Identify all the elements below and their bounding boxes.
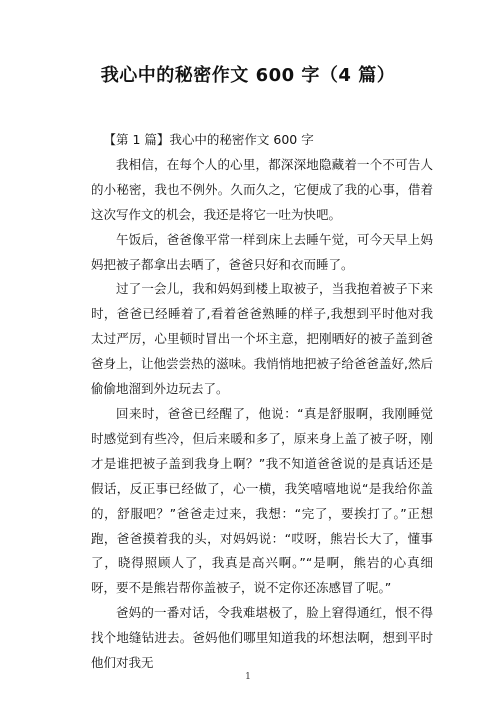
body-paragraph: 回来时，爸爸已经醒了，他说：“真是舒服啊，我刚睡觉时感觉到有些冷，但后来暖和多了，原来身上盖了被子呀，刚才是谁把被子盖到我身上啊？”我不知道爸爸说的是真话还是假话，反正事已经做了，心一横，我笑嘻嘻地说“是我给你盖的，舒服吧？”爸爸走过来，我想：“完了，要挨打了。”正想跑，爸爸摸着我的头，对妈妈说：“哎呀，熊岩长大了，懂事了，晓得照顾人了，我真是高兴啊。”“是啊，熊岩的心真细呀，要不是熊岩帮你盖被子，说不定你还冻感冒了呢。” <box>91 405 433 596</box>
document-title: 我心中的秘密作文 600 字（4 篇） <box>100 65 396 86</box>
body-paragraph: 午饭后，爸爸像平常一样到床上去睡午觉，可今天早上妈妈把被子都拿出去晒了，爸爸只好和衣而睡了。 <box>91 231 433 272</box>
body-paragraph: 过了一会儿，我和妈妈到楼上取被子，当我抱着被子下来时，爸爸已经睡着了,看着爸爸熟睡的样子,我想到平时他对我太过严厉，心里顿时冒出一个坏主意，把刚晒好的被子盖到爸爸身上，让他尝尝热的滋味。我悄悄地把被子给爸爸盖好,然后偷偷地溜到外边玩去了。 <box>91 281 433 397</box>
body-paragraph: 爸妈的一番对话，令我难堪极了，脸上窘得通红，恨不得找个地缝钻进去。爸妈他们哪里知道我的坏想法啊，想到平时他们对我无 <box>91 605 433 671</box>
body-paragraph: 我相信，在每个人的心里，都深深地隐藏着一个不可告人的小秘密，我也不例外。久而久之，它便成了我的心事，借着这次写作文的机会，我还是将它一吐为快吧。 <box>91 156 433 222</box>
section-heading: 【第 1 篇】我心中的秘密作文 600 字 <box>103 132 314 147</box>
document-body <box>91 128 433 676</box>
page-number: 1 <box>245 672 251 682</box>
